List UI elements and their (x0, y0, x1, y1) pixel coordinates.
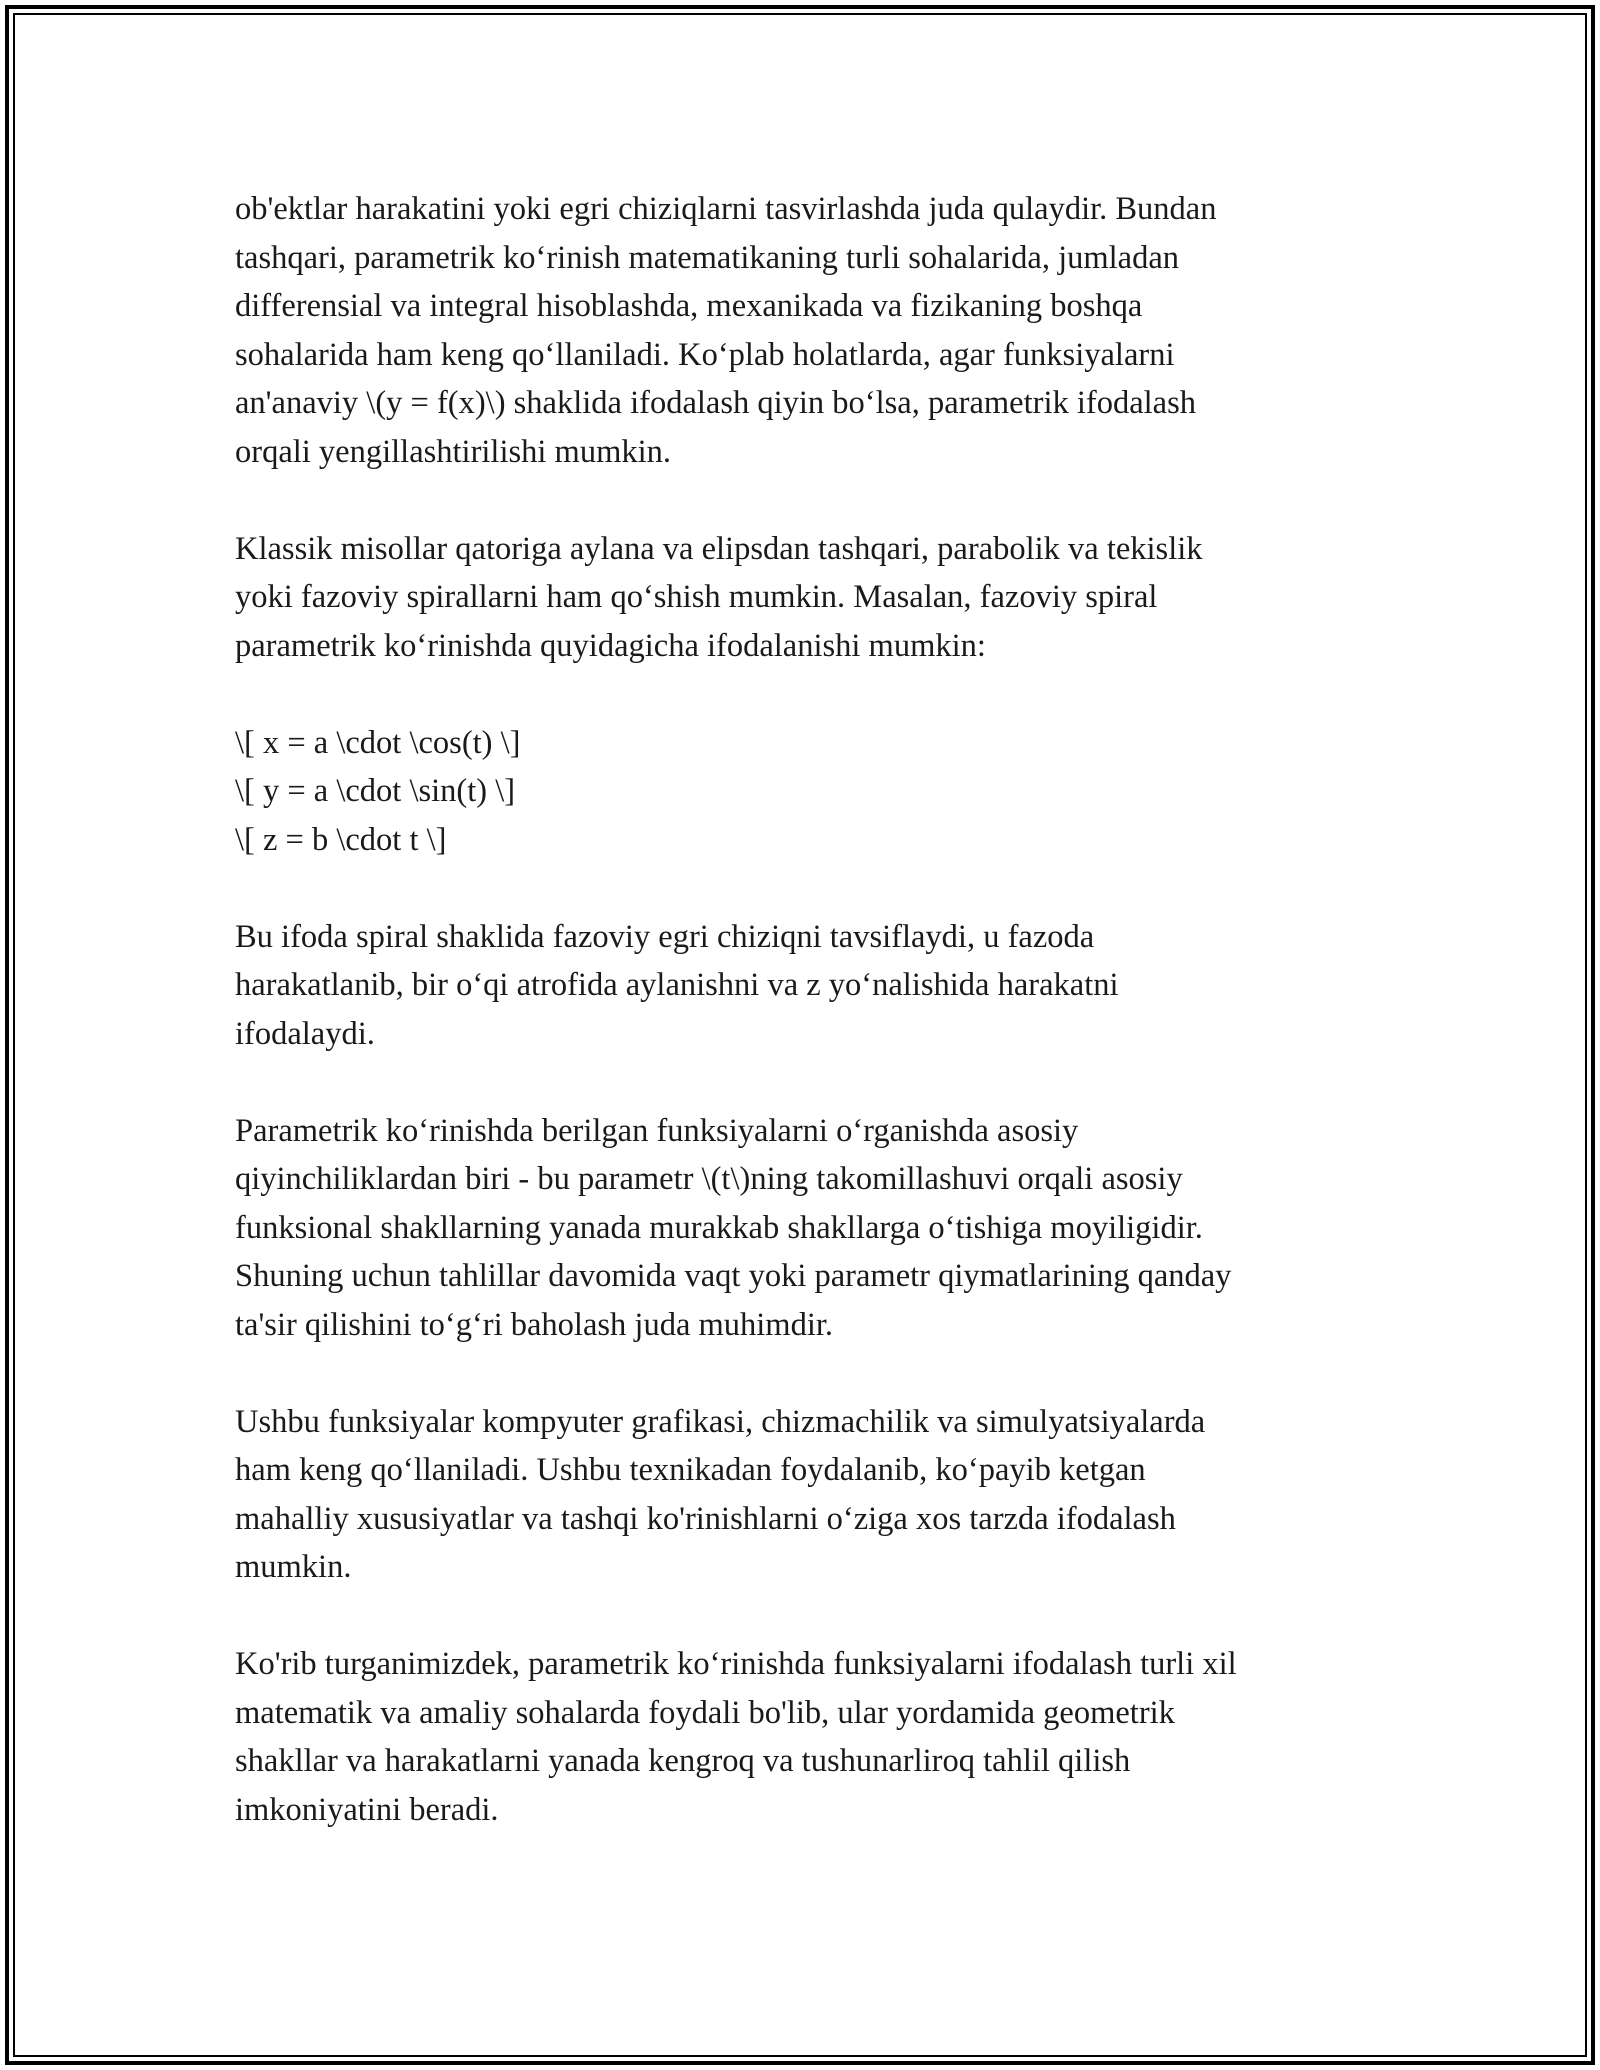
paragraph-applications: Ushbu funksiyalar kompyuter grafikasi, chizmachilik va simulyatsiyalarda ham keng qo‘llaniladi. Ushbu texnikadan foydalanib, ko‘payib ketgan mahalliy xususiyatlar va tashqi ko'rinishlarni o‘ziga xos tarzda ifodalash mumkin. (235, 1403, 1206, 1585)
paragraph-classic-examples: Klassik misollar qatoriga aylana va elipsdan tashqari, parabolik va tekislik yoki fazoviy spirallarni ham qo‘shish mumkin. Masalan, fazoviy spiral parametrik ko‘rinishda quyidagicha ifodalanishi mumkin: (235, 530, 1203, 664)
equation-block-spiral: \[ x = a \cdot \cos(t) \] \[ y = a \cdot \sin(t) \] \[ z = b \cdot t \] (235, 724, 521, 858)
document-body (235, 185, 1385, 1834)
paragraph-spiral-description: Bu ifoda spiral shaklida fazoviy egri chiziqni tavsiflaydi, u fazoda harakatlanib, bir o‘qi atrofida aylanishni va z yo‘nalishida harakatni ifodalaydi. (235, 918, 1119, 1052)
paragraph-difficulties: Parametrik ko‘rinishda berilgan funksiyalarni o‘rganishda asosiy qiyinchiliklardan biri - bu parametr \(t\)ning takomillashuvi orqali asosiy funksional shakllarning yanada murakkab shakllarga o‘tishiga moyiligidir. Shuning uchun tahlillar davomida vaqt yoki parametr qiymatlarining qanday ta'sir qilishini to‘g‘ri baholash juda muhimdir. (235, 1112, 1232, 1343)
paragraph-conclusion: Ko'rib turganimizdek, parametrik ko‘rinishda funksiyalarni ifodalash turli xil matematik va amaliy sohalarda foydali bo'lib, ular yordamida geometrik shakllar va harakatlarni yanada kengroq va tushunarliroq tahlil qilish imkoniyatini beradi. (235, 1646, 1237, 1828)
paragraph-intro-continuation: ob'ektlar harakatini yoki egri chiziqlarni tasvirlashda juda qulaydir. Bundan tashqari, parametrik ko‘rinish matematikaning turli sohalarida, jumladan differensial va integral hisoblashda, mexanikada va fizikaning boshqa sohalarida ham keng qo‘llaniladi. Ko‘plab holatlarda, agar funksiyalarni an'anaviy \(y = f(x)\) shaklida ifodalash qiyin bo‘lsa, parametrik ifodalash orqali yengillashtirilishi mumkin. (235, 191, 1217, 470)
